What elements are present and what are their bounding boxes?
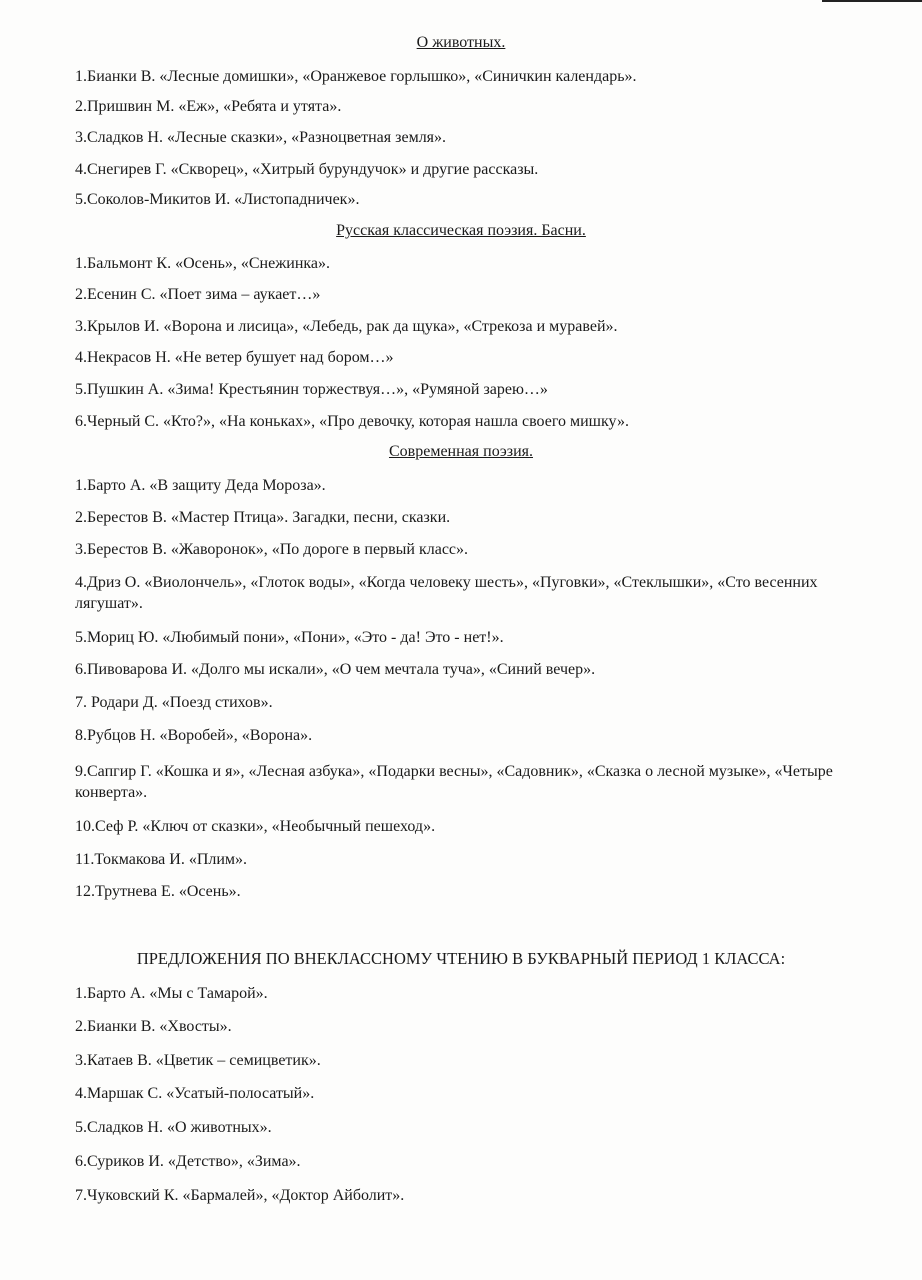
list-item: 2.Бианки В. «Хвосты».	[75, 1018, 232, 1035]
section-heading-animals: О животных.	[416, 34, 506, 51]
list-item: 5.Мориц Ю. «Любимый пони», «Пони», «Это - да! Это - нет!».	[75, 629, 504, 646]
list-item: 12.Трутнева Е. «Осень».	[75, 883, 241, 900]
list-item: 4.Дриз О. «Виолончель», «Глоток воды», «Когда человеку шесть», «Пуговки», «Стеклышки», «Сто весенних лягушат».	[75, 574, 818, 612]
section-heading-primer-period: ПРЕДЛОЖЕНИЯ ПО ВНЕКЛАССНОМУ ЧТЕНИЮ В БУКВАРНЫЙ ПЕРИОД 1 КЛАССА:	[136, 949, 786, 968]
list-item: 11.Токмакова И. «Плим».	[75, 851, 248, 868]
list-item: 3.Катаев В. «Цветик – семицветик».	[75, 1052, 321, 1069]
list-item: 6.Пивоварова И. «Долго мы искали», «О чем мечтала туча», «Синий вечер».	[75, 661, 596, 678]
list-item: 4.Некрасов Н. «Не ветер бушует над бором…»	[75, 349, 394, 366]
list-item: 3.Крылов И. «Ворона и лисица», «Лебедь, рак да щука», «Стрекоза и муравей».	[75, 318, 618, 335]
list-item: 2.Есенин С. «Поет зима – аукает…»	[75, 286, 321, 303]
list-item: 7.Чуковский К. «Бармалей», «Доктор Айболит».	[75, 1187, 405, 1204]
list-item: 4.Снегирев Г. «Скворец», «Хитрый бурундучок» и другие рассказы.	[75, 161, 539, 178]
list-item: 6.Суриков И. «Детство», «Зима».	[75, 1153, 301, 1170]
corner-mark	[822, 0, 922, 2]
list-item: 1.Барто А. «В защиту Деда Мороза».	[75, 477, 326, 494]
list-item: 5.Пушкин А. «Зима! Крестьянин торжествуя…», «Румяной зарею…»	[75, 381, 548, 398]
list-item: 8.Рубцов Н. «Воробей», «Ворона».	[75, 727, 313, 744]
section-heading-classic-poetry: Русская классическая поэзия. Басни.	[336, 222, 586, 239]
list-item: 4.Маршак С. «Усатый-полосатый».	[75, 1085, 315, 1102]
list-item: 5.Сладков Н. «О животных».	[75, 1119, 272, 1136]
list-item: 1.Бальмонт К. «Осень», «Снежинка».	[75, 255, 331, 272]
list-item: 3.Берестов В. «Жаворонок», «По дороге в первый класс».	[75, 541, 469, 558]
list-item: 5.Соколов-Микитов И. «Листопадничек».	[75, 191, 360, 208]
list-item: 3.Сладков Н. «Лесные сказки», «Разноцветная земля».	[75, 129, 447, 146]
list-item: 2.Пришвин М. «Еж», «Ребята и утята».	[75, 98, 342, 115]
list-item: 10.Сеф Р. «Ключ от сказки», «Необычный пешеход».	[75, 818, 436, 835]
list-item: 1.Бианки В. «Лесные домишки», «Оранжевое горлышко», «Синичкин календарь».	[75, 68, 637, 85]
list-item: 2.Берестов В. «Мастер Птица». Загадки, песни, сказки.	[75, 509, 451, 526]
list-item: 7. Родари Д. «Поезд стихов».	[75, 694, 273, 711]
list-item: 1.Барто А. «Мы с Тамарой».	[75, 985, 268, 1002]
list-item: 9.Сапгир Г. «Кошка и я», «Лесная азбука», «Подарки весны», «Садовник», «Сказка о лесной музыке», «Четыре конверта».	[75, 763, 833, 801]
list-item: 6.Черный С. «Кто?», «На коньках», «Про девочку, которая нашла своего мишку».	[75, 413, 629, 430]
section-heading-modern-poetry: Современная поэзия.	[388, 443, 533, 460]
